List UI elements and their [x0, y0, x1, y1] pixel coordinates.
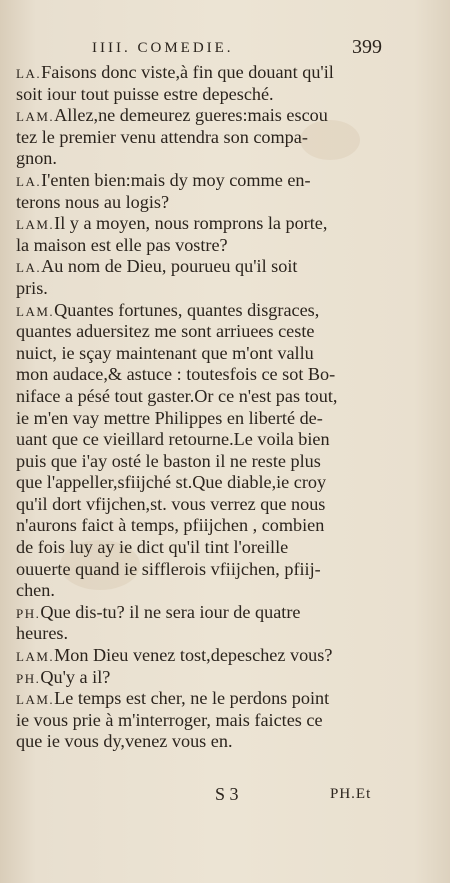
text-line — [16, 364, 394, 386]
speaker-label: LAM. — [16, 649, 55, 665]
line-text: terons nous au logis? — [16, 191, 170, 212]
line-text: mon audace,& astuce : toutesfois ce sot Bo- — [16, 364, 336, 385]
line-text: quantes aduersitez me sont arriuees ceste — [16, 321, 315, 342]
running-head: IIII. COMEDIE. — [92, 40, 234, 56]
line-text: tez le premier venu attendra son compa- — [16, 126, 308, 147]
speaker-label: LA. — [16, 66, 42, 81]
text-line — [16, 667, 394, 689]
line-text: ouuerte quand ie sifflerois vfiijchen, pfiij- — [16, 558, 321, 579]
line-text: Au nom de Dieu, pourueu qu'il soit — [41, 256, 298, 277]
text-line — [16, 710, 394, 732]
play-text — [16, 62, 394, 753]
line-text: puis que i'ay osté le baston il ne reste plus — [16, 450, 321, 471]
text-line — [16, 623, 394, 645]
line-text: Quantes fortunes, quantes disgraces, — [54, 299, 320, 320]
speaker-label: LAM. — [16, 692, 55, 708]
text-line — [16, 192, 394, 214]
page-number: 399 — [352, 36, 382, 58]
line-text: qu'il dort vfijchen,st. vous verrez que nous — [16, 493, 326, 514]
line-text: soit iour tout puisse estre depesché. — [16, 83, 274, 104]
line-text: ie m'en vay mettre Philippes en liberté de- — [16, 407, 323, 428]
line-text: I'enten bien:mais dy moy comme en- — [41, 169, 311, 190]
text-line — [16, 84, 394, 106]
line-text: Mon Dieu venez tost,depeschez vous? — [54, 645, 333, 666]
line-text: de fois luy ay ie dict qu'il tint l'oreille — [16, 537, 289, 558]
line-text: Il y a moyen, nous romprons la porte, — [54, 213, 328, 234]
text-line — [16, 62, 394, 84]
page-footer — [0, 784, 450, 812]
text-line — [16, 343, 394, 365]
text-line — [16, 515, 394, 537]
line-text: niface a pésé tout gaster.Or ce n'est pas tout, — [16, 385, 338, 406]
text-line — [16, 300, 394, 322]
line-text: Qu'y a il? — [40, 666, 111, 687]
speaker-label: LAM. — [16, 109, 55, 125]
line-text: n'aurons faict à temps, pfiijchen , combien — [16, 515, 325, 536]
line-text: uant que ce vieillard retourne.Le voila bien — [16, 429, 330, 450]
text-line — [16, 235, 394, 257]
line-text: pris. — [16, 277, 48, 298]
text-line — [16, 494, 394, 516]
text-line — [16, 278, 394, 300]
text-line — [16, 213, 394, 235]
line-text: ie vous prie à m'interroger, mais faictes ce — [16, 709, 323, 730]
line-text: que ie vous dy,venez vous en. — [16, 731, 233, 752]
text-line — [16, 105, 394, 127]
line-text: que l'appeller,sfiijché st.Que diable,ie croy — [16, 472, 327, 493]
speaker-label: LAM. — [16, 217, 55, 233]
text-line — [16, 731, 394, 753]
text-line — [16, 688, 394, 710]
line-text: gnon. — [16, 148, 57, 169]
catchword: PH.Et — [330, 786, 372, 802]
text-line — [16, 451, 394, 473]
text-line — [16, 321, 394, 343]
text-line — [16, 408, 394, 430]
text-line — [16, 148, 394, 170]
speaker-label: LA. — [16, 173, 42, 189]
line-text: nuict, ie sçay maintenant que m'ont vallu — [16, 342, 314, 363]
line-text: Faisons donc viste,à fin que douant qu'il — [41, 62, 334, 82]
text-line — [16, 580, 394, 602]
speaker-label: LA. — [16, 260, 42, 276]
signature-mark: S 3 — [215, 784, 239, 804]
text-line — [16, 537, 394, 559]
text-line — [16, 645, 394, 667]
text-line — [16, 127, 394, 149]
line-text: heures. — [16, 623, 69, 644]
line-text: Que dis-tu? il ne sera iour de quatre — [40, 601, 301, 622]
text-line — [16, 602, 394, 624]
speaker-label: PH. — [16, 605, 41, 621]
line-text: Le temps est cher, ne le perdons point — [54, 688, 330, 709]
text-line — [16, 472, 394, 494]
line-text: Allez,ne demeurez gueres:mais escou — [54, 105, 328, 126]
text-line — [16, 429, 394, 451]
line-text: chen. — [16, 580, 55, 601]
speaker-label: PH. — [16, 670, 41, 686]
line-text: la maison est elle pas vostre? — [16, 234, 228, 255]
text-line — [16, 256, 394, 278]
speaker-label: LAM. — [16, 303, 55, 319]
text-line — [16, 170, 394, 192]
text-line — [16, 559, 394, 581]
text-line — [16, 386, 394, 408]
